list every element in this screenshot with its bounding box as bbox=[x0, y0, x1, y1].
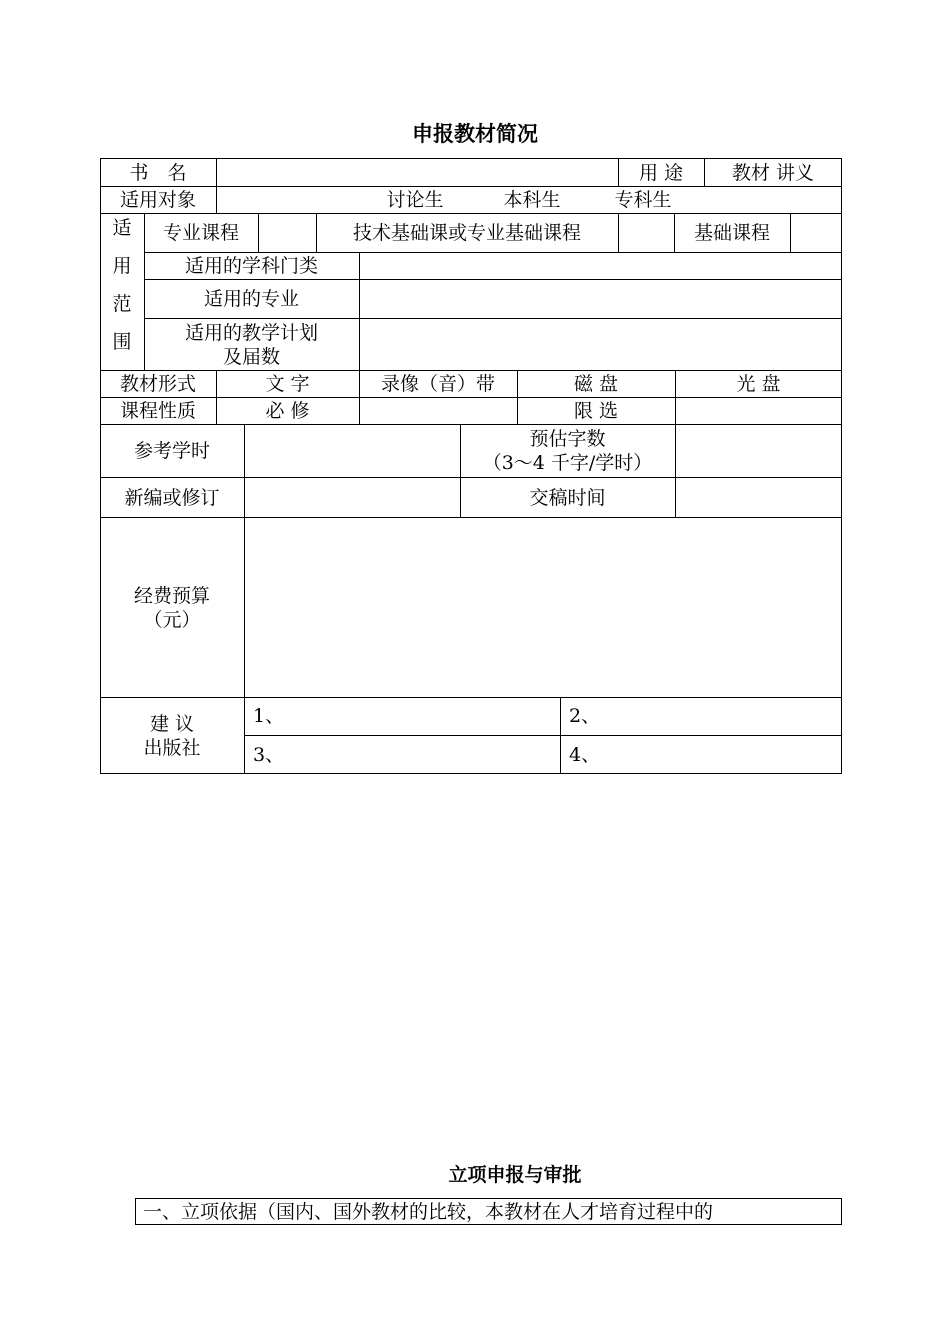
discipline-field[interactable] bbox=[359, 253, 842, 279]
word-count-field[interactable] bbox=[675, 425, 842, 477]
course-nature-required[interactable]: 必 修 bbox=[265, 400, 310, 422]
publisher-slot-3[interactable]: 3、 bbox=[253, 743, 285, 766]
major-course-checkbox[interactable] bbox=[258, 214, 316, 252]
scope-label-char-3: 范 bbox=[112, 293, 132, 315]
scope-label-char-2: 用 bbox=[112, 255, 132, 277]
budget-label bbox=[100, 518, 244, 697]
budget-label-line2: （元） bbox=[143, 608, 201, 631]
book-name-field[interactable] bbox=[216, 160, 618, 186]
audience-option-undergraduate[interactable]: 本科生 bbox=[503, 189, 561, 211]
course-nature-required-field[interactable] bbox=[359, 398, 517, 424]
tech-course-label: 技术基础课或专业基础课程 bbox=[352, 222, 581, 244]
audience-option-college[interactable]: 专科生 bbox=[614, 189, 672, 211]
section-title: 立项申报与审批 bbox=[448, 1164, 582, 1186]
format-option-cd[interactable]: 光 盘 bbox=[736, 373, 781, 395]
tech-course-checkbox[interactable] bbox=[618, 214, 674, 252]
usage-label: 用 途 bbox=[638, 162, 684, 184]
publisher-slot-2[interactable]: 2、 bbox=[569, 705, 601, 727]
format-label: 教材形式 bbox=[119, 373, 196, 395]
budget-label-line1: 经费预算 bbox=[133, 584, 210, 607]
major-course-label: 专业课程 bbox=[162, 222, 239, 244]
format-option-text[interactable]: 文 字 bbox=[265, 373, 310, 395]
publisher-slot-1[interactable]: 1、 bbox=[253, 705, 285, 727]
course-nature-limited[interactable]: 限 选 bbox=[573, 400, 619, 422]
basis-first-line: 一、立项依据（国内、国外教材的比较，本教材在人才培育过程中的 bbox=[143, 1201, 714, 1223]
usage-options[interactable]: 教材 讲义 bbox=[731, 162, 815, 184]
teaching-plan-label bbox=[144, 319, 359, 370]
word-count-label-line1: 预估字数 bbox=[529, 428, 606, 450]
hours-field[interactable] bbox=[244, 425, 460, 477]
discipline-label: 适用的学科门类 bbox=[184, 255, 318, 277]
budget-field[interactable] bbox=[244, 518, 842, 697]
basic-course-checkbox[interactable] bbox=[790, 214, 842, 252]
publisher-label-line2: 出版社 bbox=[143, 737, 201, 759]
word-count-label-line2: （3～4 千字/学时） bbox=[482, 452, 653, 474]
basic-course-label: 基础课程 bbox=[693, 222, 770, 244]
page-title: 申报教材简况 bbox=[412, 122, 538, 146]
format-option-disk[interactable]: 磁 盘 bbox=[573, 373, 619, 395]
edition-label: 新编或修订 bbox=[124, 486, 220, 509]
scope-label-char-4: 围 bbox=[112, 331, 132, 353]
publisher-label-line1: 建 议 bbox=[149, 713, 195, 735]
deadline-field[interactable] bbox=[675, 478, 842, 517]
applicable-major-field[interactable] bbox=[359, 280, 842, 318]
teaching-plan-label-line1: 适用的教学计划 bbox=[184, 321, 318, 344]
course-nature-label: 课程性质 bbox=[119, 400, 196, 422]
word-count-label bbox=[460, 425, 675, 477]
book-name-label: 书 名 bbox=[129, 162, 187, 184]
publisher-slot-4[interactable]: 4、 bbox=[569, 743, 601, 766]
scope-label-char-1: 适 bbox=[112, 217, 132, 239]
teaching-plan-label-line2: 及届数 bbox=[222, 345, 280, 368]
hours-label: 参考学时 bbox=[133, 440, 210, 462]
format-option-video[interactable]: 录像（音）带 bbox=[380, 373, 495, 395]
applicable-major-label: 适用的专业 bbox=[203, 288, 299, 310]
publisher-label bbox=[100, 698, 244, 774]
edition-field[interactable] bbox=[244, 478, 460, 517]
teaching-plan-field[interactable] bbox=[359, 319, 842, 370]
deadline-label: 交稿时间 bbox=[529, 486, 606, 509]
audience-option-discussion[interactable]: 讨论生 bbox=[386, 189, 444, 211]
audience-label: 适用对象 bbox=[119, 189, 196, 211]
course-nature-limited-field[interactable] bbox=[675, 398, 842, 424]
